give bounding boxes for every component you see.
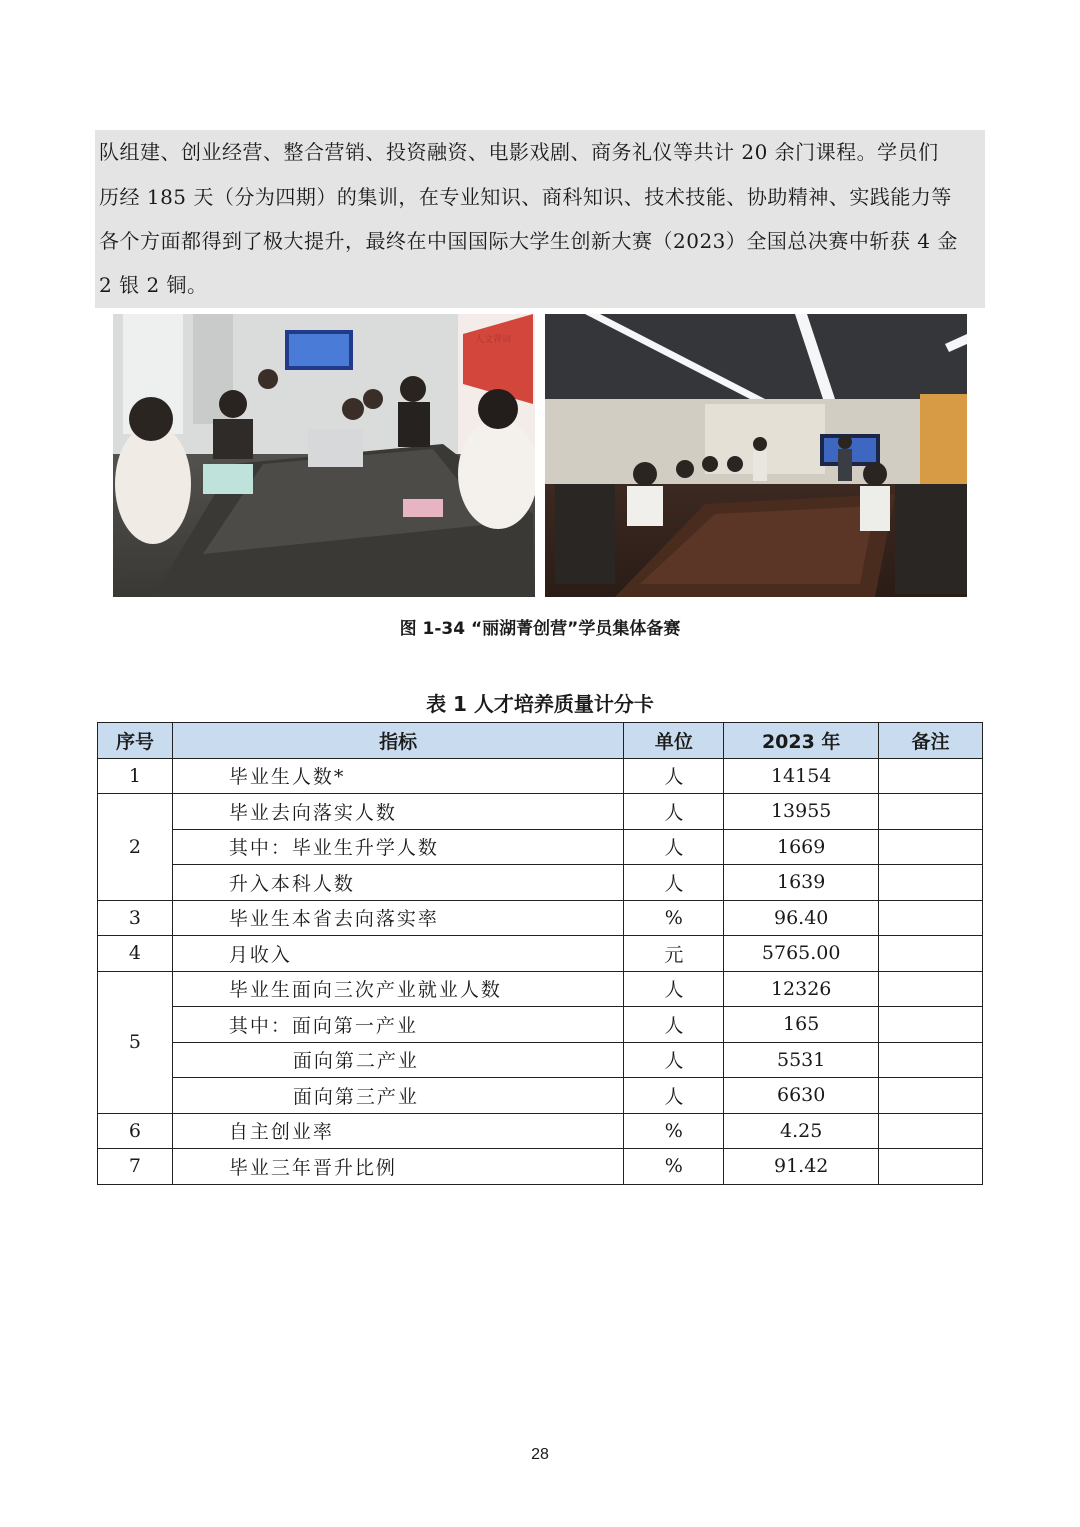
table-row	[98, 865, 983, 901]
row-indicator: 其中：面向第一产业	[172, 1007, 623, 1043]
talent-scorecard-table	[97, 722, 983, 1185]
row-note	[879, 1007, 983, 1043]
row-value: 96.40	[724, 900, 879, 936]
photo-team-working	[113, 314, 535, 597]
row-indicator: 毕业三年晋升比例	[172, 1149, 623, 1185]
paragraph-line: 各个方面都得到了极大提升，最终在中国国际大学生创新大赛（2023）全国总决赛中斩获 4 金	[99, 229, 958, 253]
row-note	[879, 829, 983, 865]
row-value: 91.42	[724, 1149, 879, 1185]
row-indicator: 毕业去向落实人数	[172, 794, 623, 830]
row-unit: 人	[624, 1042, 724, 1078]
row-unit: 人	[624, 1007, 724, 1043]
highlighted-paragraph	[95, 130, 985, 308]
row-indicator: 面向第二产业	[172, 1042, 623, 1078]
header-year: 2023 年	[724, 723, 879, 759]
row-note	[879, 758, 983, 794]
photo-conference-room	[545, 314, 967, 597]
table-row	[98, 1113, 983, 1149]
header-note: 备注	[879, 723, 983, 759]
row-no: 3	[98, 900, 173, 936]
row-unit: 元	[624, 936, 724, 972]
row-no: 4	[98, 936, 173, 972]
row-indicator: 面向第三产业	[172, 1078, 623, 1114]
row-unit: %	[624, 900, 724, 936]
table-row	[98, 936, 983, 972]
row-unit: 人	[624, 971, 724, 1007]
row-value: 13955	[724, 794, 879, 830]
row-indicator: 自主创业率	[172, 1113, 623, 1149]
row-indicator: 其中：毕业生升学人数	[172, 829, 623, 865]
header-unit: 单位	[624, 723, 724, 759]
row-no: 6	[98, 1113, 173, 1149]
row-unit: 人	[624, 829, 724, 865]
row-indicator: 升入本科人数	[172, 865, 623, 901]
header-indicator: 指标	[172, 723, 623, 759]
row-value: 5531	[724, 1042, 879, 1078]
row-value: 14154	[724, 758, 879, 794]
row-no: 7	[98, 1149, 173, 1185]
row-value: 1669	[724, 829, 879, 865]
paragraph-line: 2 银 2 铜。	[99, 273, 208, 297]
row-note	[879, 971, 983, 1007]
row-indicator: 毕业生本省去向落实率	[172, 900, 623, 936]
table-row	[98, 794, 983, 830]
header-no: 序号	[98, 723, 173, 759]
row-value: 1639	[724, 865, 879, 901]
row-note	[879, 794, 983, 830]
row-no: 1	[98, 758, 173, 794]
row-note	[879, 1042, 983, 1078]
table-row	[98, 1007, 983, 1043]
row-unit: 人	[624, 1078, 724, 1114]
paragraph-line: 队组建、创业经营、整合营销、投资融资、电影戏剧、商务礼仪等共计 20 余门课程。学员们	[99, 140, 939, 164]
table-row	[98, 758, 983, 794]
row-unit: %	[624, 1149, 724, 1185]
table-row	[98, 1042, 983, 1078]
table-row	[98, 900, 983, 936]
row-value: 6630	[724, 1078, 879, 1114]
row-value: 12326	[724, 971, 879, 1007]
figure-caption: 图 1-34 “丽湖菁创营”学员集体备赛	[399, 619, 681, 639]
paragraph-line: 历经 185 天（分为四期）的集训，在专业知识、商科知识、技术技能、协助精神、实践能力等	[99, 185, 952, 209]
row-note	[879, 1078, 983, 1114]
page-number: 28	[531, 1446, 549, 1463]
row-indicator: 毕业生面向三次产业就业人数	[172, 971, 623, 1007]
row-no: 2	[98, 794, 173, 901]
row-indicator: 毕业生人数*	[172, 758, 623, 794]
row-note	[879, 1113, 983, 1149]
row-value: 5765.00	[724, 936, 879, 972]
row-no: 5	[98, 971, 173, 1113]
table-row	[98, 1149, 983, 1185]
row-note	[879, 865, 983, 901]
table-title: 表 1 人才培养质量计分卡	[426, 692, 654, 716]
row-unit: 人	[624, 865, 724, 901]
poster-text: 人文背词	[475, 335, 512, 345]
table-row	[98, 1078, 983, 1114]
table-row	[98, 971, 983, 1007]
row-note	[879, 936, 983, 972]
row-unit: %	[624, 1113, 724, 1149]
table-row	[98, 829, 983, 865]
table-header-row	[98, 723, 983, 759]
row-value: 4.25	[724, 1113, 879, 1149]
row-note	[879, 900, 983, 936]
row-value: 165	[724, 1007, 879, 1043]
row-indicator: 月收入	[172, 936, 623, 972]
row-note	[879, 1149, 983, 1185]
row-unit: 人	[624, 758, 724, 794]
row-unit: 人	[624, 794, 724, 830]
